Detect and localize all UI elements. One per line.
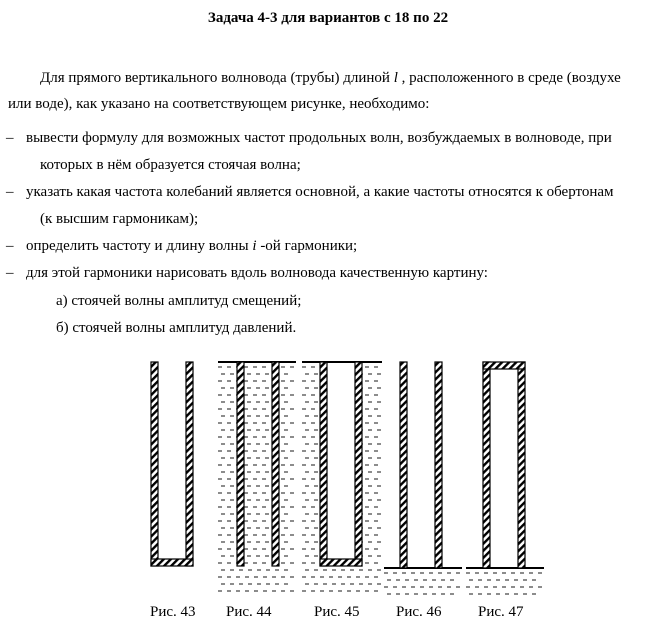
figure-46-right-wall: [435, 362, 442, 568]
item-2-line-2: (к высшим гармоникам);: [40, 211, 199, 227]
figure-43-bottom-cap: [151, 559, 193, 566]
intro-line-2: или воде), как указано на соответствующем рисунке, необходимо:: [8, 96, 430, 112]
figure-45-right-wall: [355, 362, 362, 566]
harmonic-variable: i: [252, 238, 257, 254]
bullet-dash: –: [6, 265, 14, 281]
figure-47-left-wall: [483, 362, 490, 568]
item-2-line-1: указать какая частота колебаний является основной, а какие частоты относятся к обертонам: [26, 184, 614, 200]
figure-43-right-wall: [186, 362, 193, 566]
figure-46-left-wall: [400, 362, 407, 568]
item-1-line-2: которых в нём образуется стоячая волна;: [40, 157, 301, 173]
figure-44-right-wall: [272, 362, 279, 566]
item-3-text-b: -ой гармоники;: [256, 238, 358, 254]
figure-43-caption: Рис. 43: [150, 604, 196, 620]
item-4-line-1: для этой гармоники нарисовать вдоль волновода качественную картину:: [26, 265, 488, 281]
bullet-dash: –: [6, 130, 14, 146]
figure-45-bottom-cap: [320, 559, 362, 566]
intro-text-a: Для прямого вертикального волновода (трубы) длиной: [40, 70, 394, 86]
figure-47-right-wall: [518, 362, 525, 568]
task-title: Задача 4-3 для вариантов с 18 по 22: [207, 10, 449, 26]
item-3-text-a: определить частоту и длину волны: [26, 238, 253, 254]
intro-text-b: , расположенного в среде (воздухе: [397, 70, 621, 86]
item-1-line-1: вывести формулу для возможных частот продольных волн, возбуждаемых в волноводе, при: [26, 130, 612, 146]
sub-item-b: б) стоячей волны амплитуд давлений.: [56, 320, 297, 336]
figure-47-top-cap: [483, 362, 525, 369]
figure-47-caption: Рис. 47: [478, 604, 524, 620]
figure-44-caption: Рис. 44: [226, 604, 272, 620]
length-variable: l: [393, 70, 398, 86]
figure-45-left-wall: [320, 362, 327, 566]
figure-46-caption: Рис. 46: [396, 604, 442, 620]
figure-45-caption: Рис. 45: [314, 604, 360, 620]
figure-43-left-wall: [151, 362, 158, 566]
bullet-dash: –: [6, 238, 14, 254]
figure-44-left-wall: [237, 362, 244, 566]
sub-item-a: а) стоячей волны амплитуд смещений;: [56, 293, 302, 309]
bullet-dash: –: [6, 184, 14, 200]
